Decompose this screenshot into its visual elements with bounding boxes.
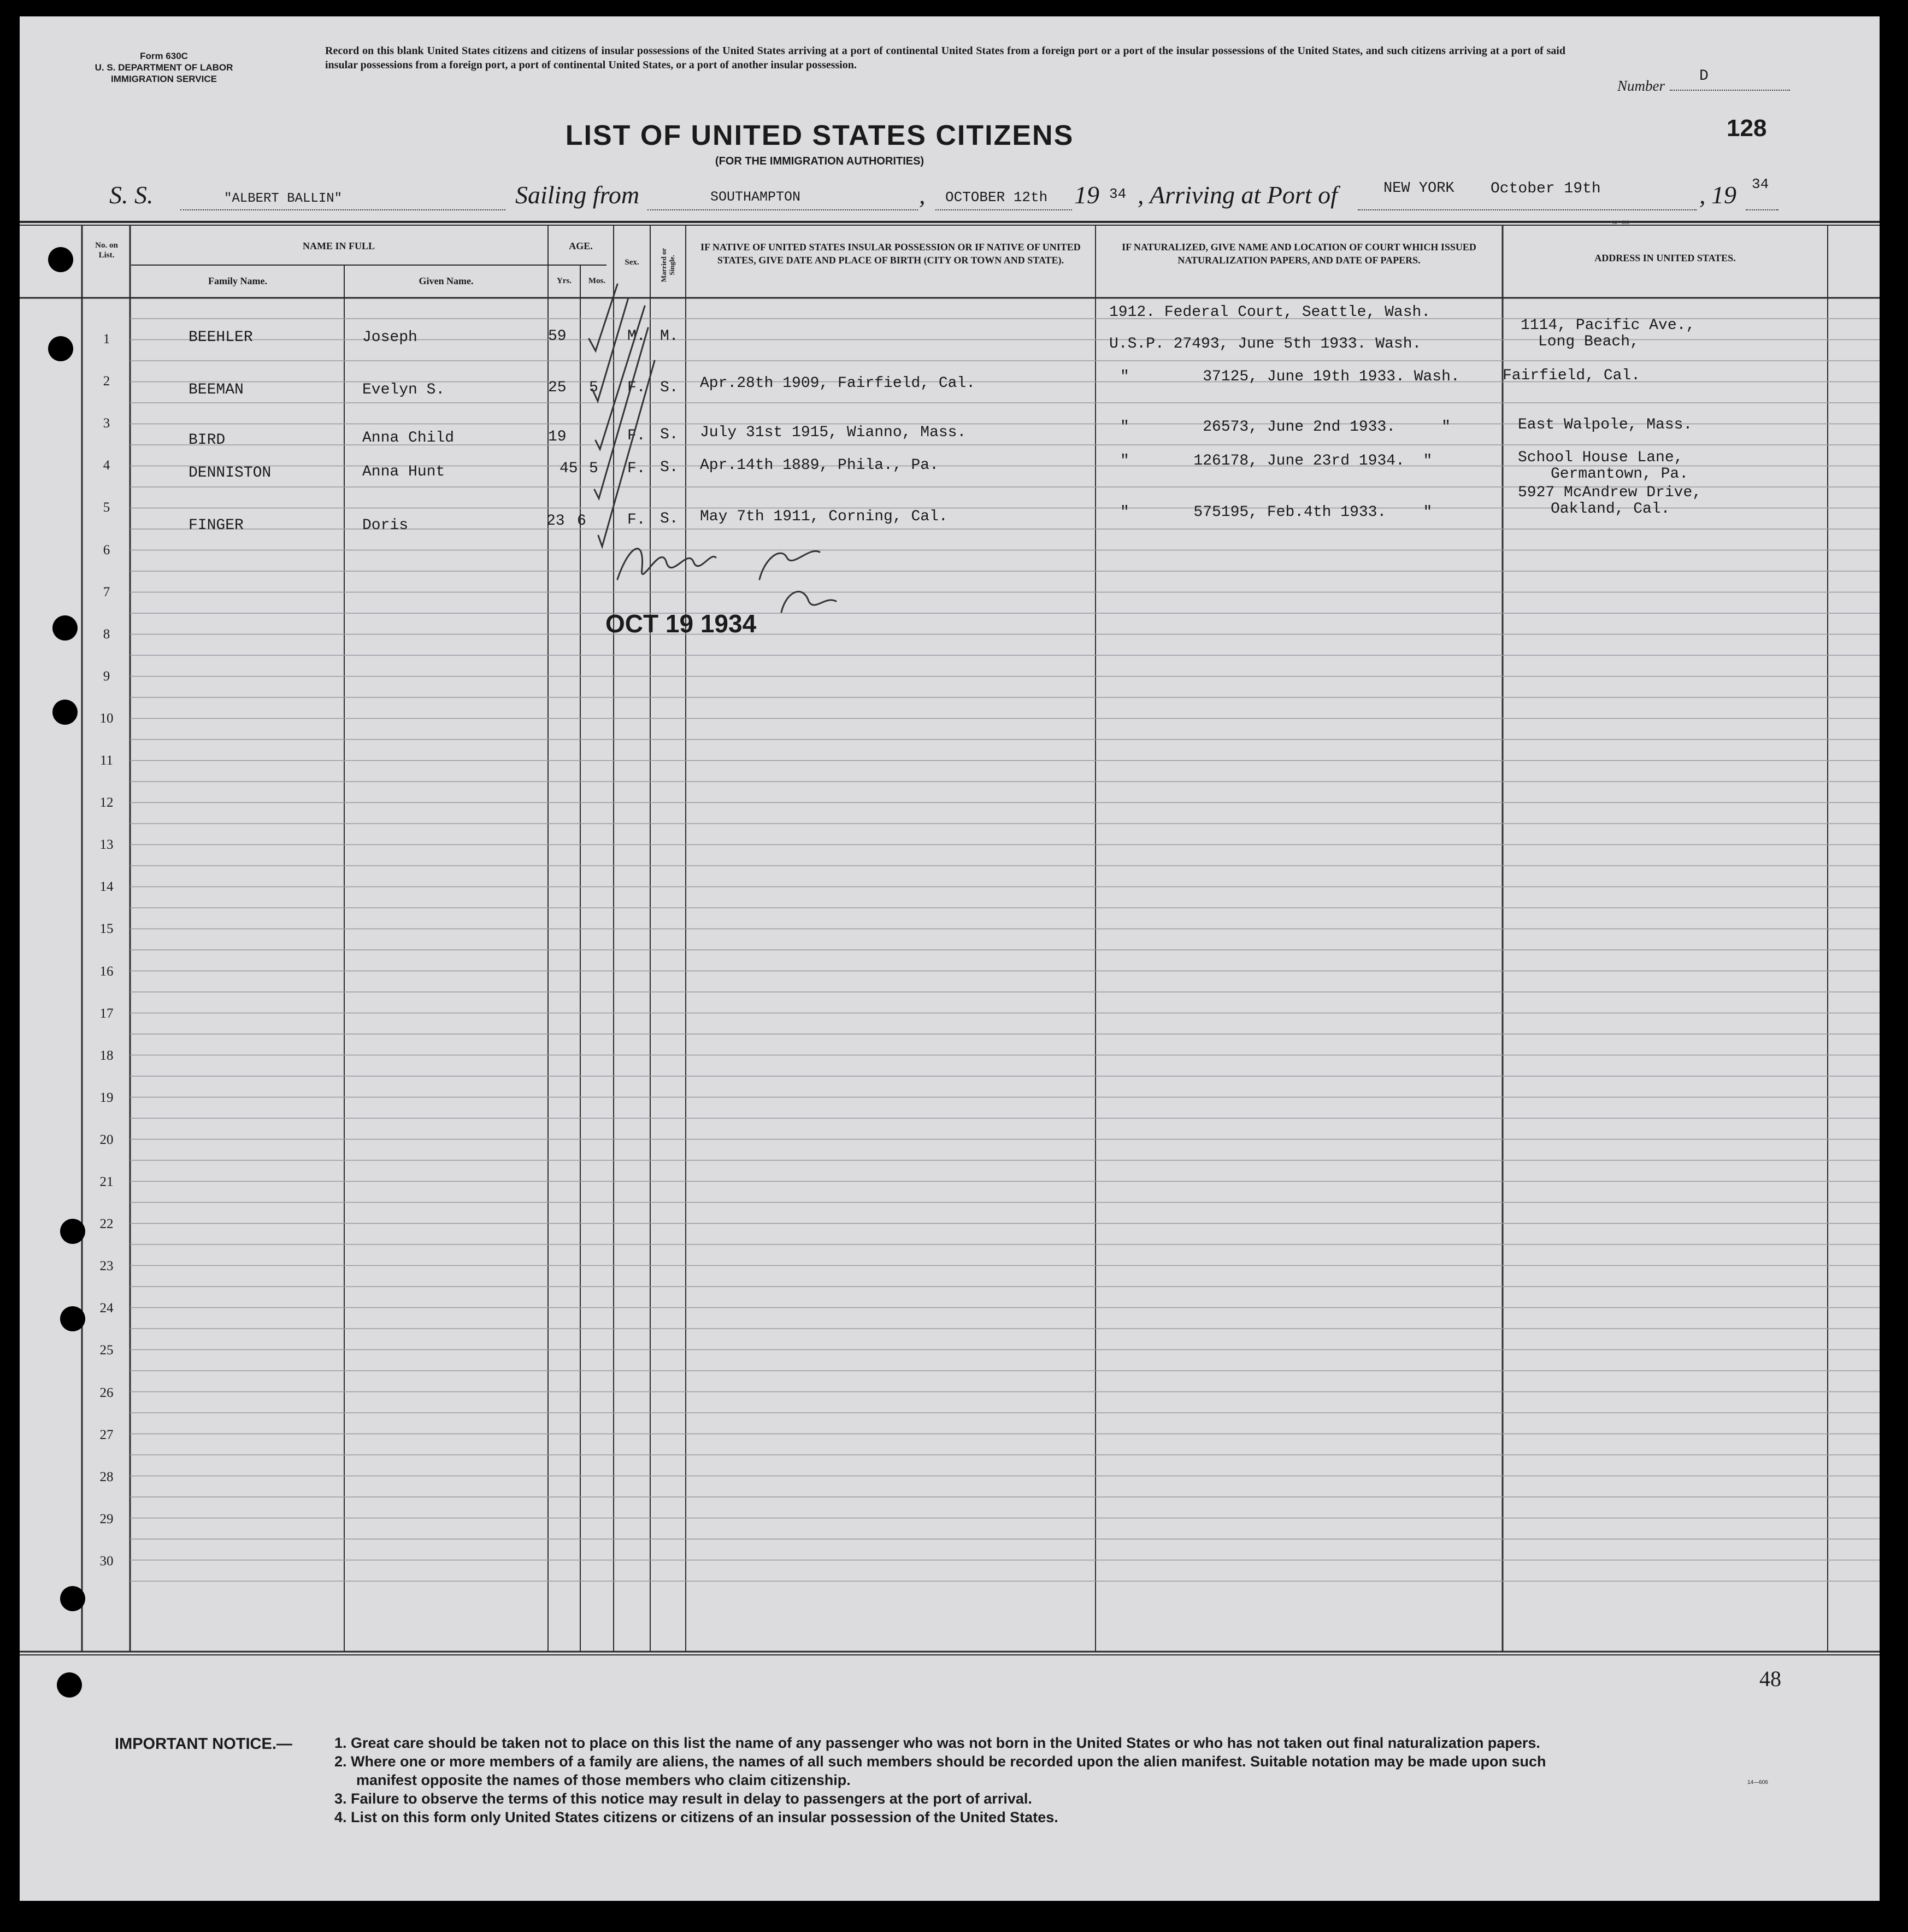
row-number: 9 <box>103 668 110 684</box>
row-number: 18 <box>99 1048 114 1063</box>
arrival-year-prefix: 19 <box>1711 181 1736 209</box>
birth-date-place: Apr.28th 1909, Fairfield, Cal. <box>700 375 976 392</box>
punch-hole <box>60 1586 85 1611</box>
row-number: 12 <box>99 795 114 811</box>
form-number: Form 630C <box>140 51 188 61</box>
header-mos: Mos. <box>588 277 606 285</box>
marital-status: S. <box>660 426 679 443</box>
header-naturalized: IF NATURALIZED, GIVE NAME AND LOCATION OF COURT WHICH ISSUED NATURALIZATION PAPERS, AND DATE OF PAPERS. <box>1122 242 1476 266</box>
naturalization-line-2: U.S.P. 27493, June 5th 1933. Wash. <box>1109 336 1422 353</box>
address-line-2: Germantown, Pa. <box>1551 466 1689 483</box>
row-number: 26 <box>99 1385 114 1400</box>
row-number: 6 <box>103 542 110 557</box>
comma-1: , <box>919 181 926 209</box>
marital-status: S. <box>660 510 679 527</box>
punch-hole <box>52 615 78 641</box>
header-name-in-full: NAME IN FULL <box>302 240 375 251</box>
row-number: 21 <box>99 1175 114 1189</box>
header-no: No. on List. <box>95 241 118 260</box>
birth-date-place: July 31st 1915, Wianno, Mass. <box>700 424 967 441</box>
family-name: FINGER <box>189 517 244 534</box>
sex: F. <box>627 512 646 528</box>
handwritten-signature-2 <box>759 551 820 579</box>
row-number: 24 <box>99 1301 114 1316</box>
row-number: 25 <box>99 1343 114 1358</box>
punch-hole <box>48 247 73 272</box>
row-number: 28 <box>99 1469 114 1484</box>
notice-item-2: 2. Where one or more members of a family are aliens, the names of all such members should be recorded upon the alien manifest. Suitable notation may be made upon such <box>334 1753 1546 1770</box>
row-number: 14 <box>99 879 114 895</box>
family-name: BEEMAN <box>189 381 244 398</box>
birth-date-place: Apr.14th 1889, Phila., Pa. <box>700 457 939 474</box>
naturalization-line-1: " 26573, June 2nd 1933. " <box>1120 419 1451 436</box>
given-name: Anna Child <box>362 430 455 447</box>
handwritten-signature-1 <box>617 549 716 579</box>
header-married: Married or Single. <box>659 248 676 283</box>
ss-label: S. S. <box>109 181 154 209</box>
row-number: 16 <box>99 964 114 979</box>
sex: F. <box>627 427 646 444</box>
age-months: 5 <box>589 460 598 477</box>
form-instructions: Record on this blank United States citizens and citizens of insular possessions of the United States arriving at a port of continental United States from a foreign port or a port of the insular possessions of the United States, and such citizens arriving at a port of said insular possessions from a foreign port, a port of continental United States, or a port of another insular possession. <box>325 45 1565 71</box>
address-line-1: Fairfield, Cal. <box>1503 367 1641 384</box>
family-name: BIRD <box>189 432 226 449</box>
row-number: 8 <box>103 626 110 642</box>
header-sex: Sex. <box>625 258 639 267</box>
row-number: 5 <box>103 500 110 515</box>
punch-hole <box>57 1672 82 1698</box>
date-stamp: OCT 19 1934 <box>605 609 757 638</box>
address-line-1: East Walpole, Mass. <box>1518 416 1693 433</box>
stamped-number: 48 <box>1759 1666 1781 1691</box>
naturalization-line-1: " 126178, June 23rd 1934. " <box>1120 453 1433 469</box>
page-title: LIST OF UNITED STATES CITIZENS <box>565 120 1074 151</box>
row-number: 10 <box>99 710 114 726</box>
punch-hole <box>60 1219 85 1244</box>
service-name: IMMIGRATION SERVICE <box>111 74 217 84</box>
row-number: 15 <box>99 921 114 937</box>
page-number: 128 <box>1727 115 1767 142</box>
notice-label: IMPORTANT NOTICE.— <box>115 1735 292 1753</box>
header-family-name: Family Name. <box>208 275 267 286</box>
age-years: 23 <box>546 513 565 530</box>
header-given-name: Given Name. <box>419 275 474 286</box>
row-number: 27 <box>99 1427 114 1442</box>
arriving-label: , Arriving at Port of <box>1138 181 1338 209</box>
notice-list <box>334 1734 1842 1827</box>
header-age: AGE. <box>569 240 593 251</box>
family-name: DENNISTON <box>189 465 272 481</box>
number-label: Number <box>1617 78 1665 94</box>
row-number: 1 <box>103 332 110 347</box>
row-number: 4 <box>103 458 110 473</box>
number-value: D <box>1699 68 1709 85</box>
ship-name: "ALBERT BALLIN" <box>224 191 343 206</box>
header-address: ADDRESS IN UNITED STATES. <box>1594 252 1736 263</box>
notice-item-3: 3. Failure to observe the terms of this notice may result in delay to passengers at the port of arrival. <box>334 1790 1032 1807</box>
sex: F. <box>627 460 646 477</box>
arrival-year: 34 <box>1752 176 1769 192</box>
sex: F. <box>627 379 646 396</box>
row-number: 29 <box>99 1511 114 1526</box>
age-months: 5 <box>589 379 598 396</box>
birth-date-place: May 7th 1911, Corning, Cal. <box>700 508 948 525</box>
given-name: Evelyn S. <box>362 381 445 398</box>
sailing-date: OCTOBER 12th <box>945 189 1048 205</box>
punch-hole <box>52 700 78 725</box>
address-line-1: School House Lane, <box>1518 449 1683 466</box>
sailing-year: 34 <box>1109 186 1127 202</box>
sailing-port: SOUTHAMPTON <box>710 189 801 205</box>
row-number: 17 <box>99 1006 114 1021</box>
row-number: 19 <box>99 1090 114 1105</box>
handwritten-initials <box>781 592 836 612</box>
printer-note: 14—606 <box>1612 220 1629 225</box>
given-name: Anna Hunt <box>362 463 445 480</box>
row-number: 7 <box>103 584 110 600</box>
address-line-2: Oakland, Cal. <box>1551 501 1670 518</box>
address-line-2: Long Beach, <box>1538 333 1639 350</box>
row-number: 2 <box>103 374 110 389</box>
age-months: 6 <box>577 513 586 530</box>
sex: M. <box>627 328 646 345</box>
row-number: 13 <box>99 837 114 853</box>
row-number: 20 <box>99 1132 114 1147</box>
sailing-label: Sailing from <box>515 181 640 209</box>
age-years: 19 <box>548 428 567 445</box>
header-yrs: Yrs. <box>556 277 572 285</box>
row-number: 11 <box>99 753 114 768</box>
marital-status: S. <box>660 379 679 396</box>
row-number: 22 <box>99 1217 114 1232</box>
given-name: Doris <box>362 517 409 534</box>
marital-status: S. <box>660 459 679 476</box>
punch-hole <box>60 1306 85 1331</box>
comma-2: , <box>1699 181 1706 209</box>
arrival-port: NEW YORK <box>1383 180 1454 197</box>
row-number: 3 <box>103 416 110 431</box>
footer-code: 14—606 <box>1747 1780 1768 1786</box>
punch-hole <box>48 336 73 361</box>
given-name: Joseph <box>362 329 417 346</box>
arrival-date: October 19th <box>1491 180 1601 197</box>
address-line-1: 1114, Pacific Ave., <box>1521 317 1695 334</box>
naturalization-line-1: 1912. Federal Court, Seattle, Wash. <box>1109 304 1431 321</box>
family-name: BEEHLER <box>189 329 253 346</box>
notice-item-2-cont: manifest opposite the names of those members who claim citizenship. <box>356 1772 851 1788</box>
naturalization-line-1: " 575195, Feb.4th 1933. " <box>1120 504 1433 521</box>
header-birth: IF NATIVE OF UNITED STATES INSULAR POSSESSION OR IF NATIVE OF UNITED STATES, GIVE DATE AND PLACE OF BIRTH (CITY OR TOWN AND STATE). <box>700 242 1081 266</box>
row-number: 23 <box>99 1259 114 1274</box>
age-years: 59 <box>548 328 567 345</box>
sailing-year-prefix: 19 <box>1074 181 1099 209</box>
naturalization-line-1: " 37125, June 19th 1933. Wash. <box>1120 368 1460 385</box>
department-name: U. S. DEPARTMENT OF LABOR <box>95 62 233 73</box>
notice-item-4: 4. List on this form only United States citizens or citizens of an insular possession of the United States. <box>334 1809 1058 1825</box>
address-line-1: 5927 McAndrew Drive, <box>1518 484 1702 501</box>
page-subtitle: (FOR THE IMMIGRATION AUTHORITIES) <box>715 155 924 167</box>
row-number: 30 <box>99 1553 114 1569</box>
marital-status: M. <box>660 328 679 345</box>
notice-item-1: 1. Great care should be taken not to place on this list the name of any passenger who was not born in the United States or who has not taken out final naturalization papers. <box>334 1735 1540 1751</box>
age-years: 45 <box>560 460 578 477</box>
age-years: 25 <box>548 379 567 396</box>
